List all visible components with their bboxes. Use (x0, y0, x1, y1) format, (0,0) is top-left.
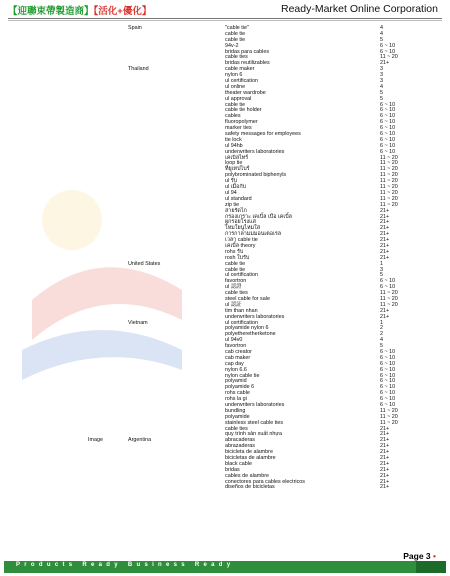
row-rank-cell: 6 ~ 10 (380, 136, 396, 143)
row-rank-cell: 11 ~ 20 (380, 160, 398, 167)
row-rank-cell: 11 ~ 20 (380, 301, 398, 308)
row-keyword-cell: cable ties (225, 54, 248, 61)
row-keyword-cell: rosh ใบรับ (225, 254, 250, 261)
row-keyword-cell: bicicleta de alambre (225, 449, 273, 456)
row-rank-cell: 21+ (380, 437, 390, 444)
row-rank-cell: 21+ (380, 231, 390, 238)
row-keyword-cell: cab creator (225, 348, 252, 355)
row-keyword-cell: stainless steel cable ties (225, 419, 284, 426)
row-rank-cell: 6 ~ 10 (380, 148, 396, 155)
company-tagline: 【活化+優化】 (93, 6, 152, 17)
row-keyword-cell: cable ties (225, 425, 248, 432)
row-keyword-cell: polyamid (225, 378, 247, 385)
row-keyword-cell: ul approval (225, 95, 252, 102)
row-country-cell: Vietnam (128, 319, 148, 326)
row-keyword-cell: zip tie (225, 201, 240, 208)
company-name: 【迎聯束帶製造商】 (8, 6, 94, 17)
row-rank-cell: 6 ~ 10 (380, 113, 396, 120)
row-rank-cell: 6 ~ 10 (380, 142, 396, 149)
row-rank-cell: 6 ~ 10 (380, 284, 396, 291)
row-keyword-cell: underwriters laboratories (225, 402, 285, 408)
row-rank-cell: 4 (380, 337, 383, 344)
row-rank-cell: 3 (380, 66, 383, 73)
row-keyword-cell: เคเบิลไทร์ (225, 154, 249, 161)
table-row (88, 485, 440, 491)
row-keyword-cell: cables (225, 113, 241, 120)
row-rank-cell: 21+ (380, 443, 390, 450)
page-number-label: Page 3 (403, 551, 431, 561)
row-rank-cell: 1 (380, 319, 383, 326)
row-keyword-cell: bridas para cables (225, 48, 270, 55)
row-keyword-cell: ที่ยูเทปไบร์ (225, 166, 250, 173)
row-rank-cell: 6 ~ 10 (380, 278, 396, 285)
row-keyword-cell: nylon 6.6 (225, 366, 247, 373)
row-rank-cell: 4 (380, 25, 383, 31)
row-rank-cell: 6 ~ 10 (380, 131, 396, 138)
row-rank-cell: 21+ (380, 472, 390, 479)
footer-slogan: Products Ready Business Ready (16, 562, 235, 568)
page-footer (0, 549, 450, 576)
row-keyword-cell: abracaderas (225, 437, 255, 444)
row-keyword-cell: สายรัดไก (225, 207, 247, 214)
row-rank-cell: 21+ (380, 478, 390, 485)
row-keyword-cell: nylon cable tie (225, 372, 260, 379)
row-rank-cell: 21+ (380, 460, 390, 467)
row-rank-cell: 21+ (380, 237, 390, 244)
row-rank-cell: 21+ (380, 313, 390, 320)
row-rank-cell: 21+ (380, 242, 390, 249)
row-keyword-cell: polyamide nylon 6 (225, 325, 269, 332)
row-keyword-cell: ผูกรอยโรงแส (225, 219, 256, 226)
row-type-cell: Image (88, 437, 103, 444)
row-rank-cell: 11 ~ 20 (380, 184, 398, 191)
row-keyword-cell: ul certification (225, 319, 258, 326)
row-keyword-cell: ul 認證 (225, 284, 242, 291)
row-rank-cell: 6 ~ 10 (380, 378, 396, 385)
row-rank-cell: 21+ (380, 455, 390, 462)
row-keyword-cell: ul certification (225, 272, 258, 279)
row-rank-cell: 6 ~ 10 (380, 396, 396, 403)
header-company-block (8, 3, 151, 17)
row-rank-cell: 11 ~ 20 (380, 413, 398, 420)
brand-name: Ready-Market Online Corporation (281, 3, 438, 15)
row-keyword-cell: ul certification (225, 78, 258, 85)
row-rank-cell: 6 ~ 10 (380, 354, 396, 361)
row-keyword-cell: cables de alambre (225, 472, 270, 479)
row-keyword-cell: polyamide 6 (225, 384, 255, 391)
row-keyword-cell: ul รับ (225, 178, 238, 185)
row-keyword-cell: theater wardrobe (225, 89, 266, 96)
row-rank-cell: 6 ~ 10 (380, 48, 396, 55)
row-rank-cell: 21+ (380, 225, 390, 232)
page-number (403, 551, 436, 561)
row-rank-cell: 11 ~ 20 (380, 154, 398, 161)
row-rank-cell: 21+ (380, 248, 390, 255)
row-rank-cell: 21+ (380, 425, 390, 432)
page-number-dot: • (433, 551, 436, 561)
row-rank-cell: 1 (380, 260, 383, 267)
row-rank-cell: 21+ (380, 207, 390, 214)
row-rank-cell: 6 ~ 10 (380, 348, 396, 355)
row-keyword-cell: tie lock (225, 136, 242, 143)
row-rank-cell: 6 ~ 10 (380, 372, 396, 379)
row-rank-cell: 4 (380, 83, 383, 90)
row-keyword-cell: กรองเกราะ เคเบิ้ล เบือ เคเบิ้ล (225, 213, 292, 220)
row-keyword-cell: cable tie (225, 30, 246, 37)
row-keyword-cell: 94v-2 (225, 42, 239, 49)
row-rank-cell: 11 ~ 20 (380, 407, 398, 414)
row-rank-cell: 21+ (380, 466, 390, 473)
row-keyword-cell: underwriters laboratories (225, 148, 285, 155)
row-rank-cell: 6 ~ 10 (380, 119, 396, 126)
header-divider-secondary (8, 20, 442, 21)
row-keyword-cell: ul 認証 (225, 301, 242, 308)
row-keyword-cell: rohs cable (225, 390, 250, 397)
row-rank-cell: 6 ~ 10 (380, 402, 396, 408)
row-rank-cell: 21+ (380, 60, 390, 67)
page-header (0, 0, 450, 20)
row-keyword-cell: เวลา cable tie (225, 237, 258, 244)
row-rank-cell: 6 ~ 10 (380, 101, 396, 108)
row-rank-cell: 11 ~ 20 (380, 54, 398, 61)
row-rank-cell: 2 (380, 331, 383, 338)
row-rank-cell: 6 ~ 10 (380, 42, 396, 49)
row-keyword-cell: rohs la gi (225, 396, 247, 403)
row-rank-cell: 21+ (380, 307, 390, 314)
row-country-cell: Argentina (128, 437, 152, 444)
row-rank-cell: 11 ~ 20 (380, 166, 398, 173)
row-keyword-cell: "cable tie" (225, 25, 249, 31)
row-keyword-cell: fluoropolymer (225, 119, 258, 126)
row-keyword-cell: cap day (225, 360, 244, 367)
row-rank-cell: 4 (380, 30, 383, 37)
row-rank-cell: 11 ~ 20 (380, 189, 398, 196)
row-rank-cell: 6 ~ 10 (380, 107, 396, 114)
row-keyword-cell: polybrominated biphenyls (225, 172, 287, 179)
row-rank-cell: 11 ~ 20 (380, 201, 398, 208)
row-keyword-cell: cable tie (225, 36, 246, 43)
row-keyword-cell: favortron (225, 343, 247, 350)
row-rank-cell: 21+ (380, 219, 390, 226)
row-keyword-cell: polyamide (225, 413, 250, 420)
row-keyword-cell: ไหมใยนูไหมใส (225, 225, 261, 232)
row-rank-cell: 2 (380, 325, 383, 332)
row-keyword-cell: diseños de bicicletas (225, 484, 275, 491)
row-rank-cell: 11 ~ 20 (380, 195, 398, 202)
row-keyword-cell: cable tie (225, 101, 246, 108)
row-keyword-cell: cable ties (225, 290, 248, 297)
row-rank-cell: 6 ~ 10 (380, 366, 396, 373)
row-keyword-cell: marker ties (225, 125, 252, 132)
row-keyword-cell: bridas reutilizables (225, 60, 270, 67)
row-keyword-cell: loop tie (225, 160, 243, 167)
row-keyword-cell: safety messages for employees (225, 131, 301, 138)
row-country-cell: United States (128, 260, 161, 267)
row-country-cell: Thailand (128, 66, 149, 73)
row-rank-cell: 11 ~ 20 (380, 295, 398, 302)
row-keyword-cell: cable tie (225, 266, 246, 273)
keyword-ranking-table (88, 26, 440, 491)
row-keyword-cell: quy trình sản xuất nhựa (225, 431, 282, 438)
footer-bar-accent (416, 561, 446, 573)
row-rank-cell: 21+ (380, 431, 390, 438)
row-keyword-cell: abrazaderas (225, 443, 255, 450)
row-keyword-cell: ul 94 (225, 189, 237, 196)
row-keyword-cell: cable tie holder (225, 107, 262, 114)
row-rank-cell: 6 ~ 10 (380, 384, 396, 391)
row-keyword-cell: favortron (225, 278, 247, 285)
row-keyword-cell: การกาลามมมอนเตอเรล (225, 231, 282, 238)
row-keyword-cell: conectores para cables electricos (225, 478, 306, 485)
row-rank-cell: 5 (380, 36, 383, 43)
row-rank-cell: 5 (380, 343, 383, 350)
row-keyword-cell: ul standard (225, 195, 252, 202)
row-keyword-cell: ul 94v0 (225, 337, 243, 344)
row-keyword-cell: bicicletas de alambre (225, 455, 276, 462)
row-rank-cell: 21+ (380, 254, 390, 261)
row-rank-cell: 5 (380, 95, 383, 102)
row-keyword-cell: underwriters laboratories (225, 313, 285, 320)
row-keyword-cell: ul 94hb (225, 142, 243, 149)
row-keyword-cell: ul เมื่อกับ (225, 184, 247, 191)
row-keyword-cell: bridas (225, 466, 240, 473)
row-keyword-cell: bundling (225, 407, 246, 414)
row-rank-cell: 3 (380, 72, 383, 79)
row-keyword-cell: steel cable for sale (225, 295, 270, 302)
row-rank-cell: 5 (380, 272, 383, 279)
row-rank-cell: 11 ~ 20 (380, 290, 398, 297)
row-rank-cell: 5 (380, 89, 383, 96)
row-rank-cell: 21+ (380, 213, 390, 220)
row-keyword-cell: ul online (225, 83, 246, 90)
row-rank-cell: 3 (380, 266, 383, 273)
row-keyword-cell: polyetheretherketone (225, 331, 276, 338)
row-rank-cell: 11 ~ 20 (380, 172, 398, 179)
row-rank-cell: 6 ~ 10 (380, 125, 396, 132)
header-divider (8, 18, 442, 19)
row-rank-cell: 6 ~ 10 (380, 390, 396, 397)
row-country-cell: Spain (128, 25, 142, 31)
row-keyword-cell: nylon 6 (225, 72, 243, 79)
row-keyword-cell: rohs รับ (225, 248, 244, 255)
row-rank-cell: 11 ~ 20 (380, 419, 398, 426)
row-rank-cell: 21+ (380, 484, 390, 491)
row-keyword-cell: cab maker (225, 354, 251, 361)
row-rank-cell: 3 (380, 78, 383, 85)
row-keyword-cell: เคเบิ้ล theory (225, 242, 256, 249)
row-keyword-cell: black cable (225, 460, 252, 467)
row-keyword-cell: cable tie (225, 260, 246, 267)
row-keyword-cell: tim than nhan (225, 307, 258, 314)
row-rank-cell: 6 ~ 10 (380, 360, 396, 367)
row-rank-cell: 21+ (380, 449, 390, 456)
row-keyword-cell: cable maker (225, 66, 255, 73)
row-rank-cell: 11 ~ 20 (380, 178, 398, 185)
